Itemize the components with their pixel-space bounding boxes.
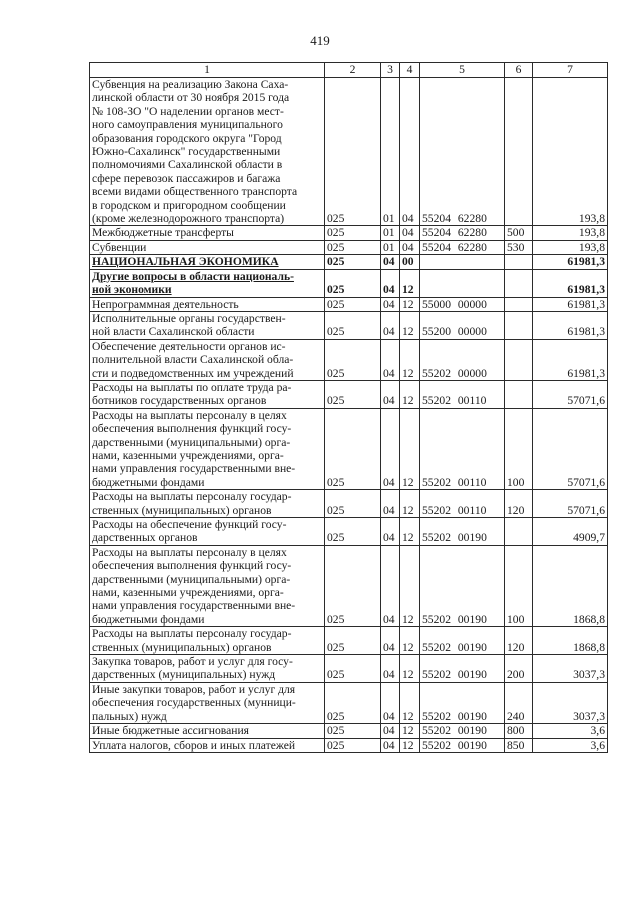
subsection-cell: 12 — [400, 297, 420, 311]
expense-type-cell — [505, 380, 533, 408]
expense-type-cell: 530 — [505, 240, 533, 254]
name-cell: НАЦИОНАЛЬНАЯ ЭКОНОМИКА — [90, 255, 325, 269]
expense-type-cell — [505, 311, 533, 339]
section-cell: 04 — [381, 545, 400, 626]
header-cell: 6 — [505, 63, 533, 78]
subsection-cell: 12 — [400, 518, 420, 546]
target-article-cell: 55202 00190 — [420, 655, 505, 683]
expense-type-cell — [505, 269, 533, 297]
code-cell: 025 — [325, 724, 381, 738]
name-cell: Расходы на выплаты персоналу в целях обеспечения выполнения функций госу- дарственными (муниципальными) орга- нами, казенными учреждениями, орга- нами управления государственными вне- бюджетными фондами — [90, 408, 325, 489]
amount-cell: 193,8 — [533, 78, 608, 226]
target-article-cell — [420, 269, 505, 297]
subsection-cell: 12 — [400, 724, 420, 738]
section-cell: 01 — [381, 240, 400, 254]
section-cell: 04 — [381, 339, 400, 380]
header-cell: 4 — [400, 63, 420, 78]
code-cell: 025 — [325, 78, 381, 226]
name-cell: Иные закупки товаров, работ и услуг для обеспечения государственных (мунници- пальных) нужд — [90, 682, 325, 723]
table-row — [90, 682, 608, 723]
expense-type-cell — [505, 518, 533, 546]
expense-type-cell — [505, 297, 533, 311]
code-cell: 025 — [325, 738, 381, 752]
section-cell: 01 — [381, 78, 400, 226]
code-cell: 025 — [325, 627, 381, 655]
subsection-cell: 12 — [400, 627, 420, 655]
header-row — [90, 63, 608, 78]
amount-cell: 61981,3 — [533, 311, 608, 339]
code-cell: 025 — [325, 297, 381, 311]
target-article-cell: 55202 00190 — [420, 518, 505, 546]
section-cell: 04 — [381, 408, 400, 489]
name-cell: Уплата налогов, сборов и иных платежей — [90, 738, 325, 752]
subsection-cell: 12 — [400, 269, 420, 297]
section-cell: 04 — [381, 490, 400, 518]
subsection-cell: 04 — [400, 226, 420, 240]
section-cell: 04 — [381, 311, 400, 339]
section-cell: 04 — [381, 380, 400, 408]
code-cell: 025 — [325, 655, 381, 683]
amount-cell: 3037,3 — [533, 655, 608, 683]
amount-cell: 61981,3 — [533, 297, 608, 311]
table-row — [90, 339, 608, 380]
table-row — [90, 490, 608, 518]
expense-type-cell — [505, 255, 533, 269]
amount-cell: 1868,8 — [533, 545, 608, 626]
table-row — [90, 297, 608, 311]
expense-type-cell — [505, 339, 533, 380]
name-cell: Непрограммная деятельность — [90, 297, 325, 311]
code-cell: 025 — [325, 339, 381, 380]
section-cell: 04 — [381, 255, 400, 269]
subsection-cell: 12 — [400, 380, 420, 408]
subsection-cell: 04 — [400, 240, 420, 254]
subsection-cell: 12 — [400, 311, 420, 339]
target-article-cell: 55202 00110 — [420, 408, 505, 489]
table-row — [90, 269, 608, 297]
expense-type-cell: 240 — [505, 682, 533, 723]
table-row — [90, 724, 608, 738]
section-cell: 01 — [381, 226, 400, 240]
amount-cell: 3,6 — [533, 738, 608, 752]
table-row — [90, 311, 608, 339]
table-row — [90, 545, 608, 626]
amount-cell: 57071,6 — [533, 408, 608, 489]
target-article-cell: 55202 00110 — [420, 380, 505, 408]
table-row — [90, 627, 608, 655]
target-article-cell: 55202 00190 — [420, 682, 505, 723]
name-cell: Закупка товаров, работ и услуг для госу- дарственных (муниципальных) нужд — [90, 655, 325, 683]
expense-type-cell: 200 — [505, 655, 533, 683]
header-cell: 2 — [325, 63, 381, 78]
expense-type-cell: 800 — [505, 724, 533, 738]
table-row — [90, 226, 608, 240]
table-row — [90, 240, 608, 254]
amount-cell: 3,6 — [533, 724, 608, 738]
code-cell: 025 — [325, 269, 381, 297]
section-cell: 04 — [381, 518, 400, 546]
amount-cell: 61981,3 — [533, 339, 608, 380]
table-row — [90, 518, 608, 546]
subsection-cell: 00 — [400, 255, 420, 269]
header-cell: 7 — [533, 63, 608, 78]
subsection-cell: 12 — [400, 738, 420, 752]
target-article-cell: 55202 00190 — [420, 738, 505, 752]
name-cell: Субвенция на реализацию Закона Саха- линской области от 30 ноября 2015 года № 108-ЗО "О наделении органов мест- ного самоуправления муниципального образования городского округа "Город Южно-Сахалинск" государственными полномочиями Сахалинской области в сфере перевозок пассажиров и багажа всеми видами общественного транспорта в городском и пригородном сообщении (кроме железнодорожного транспорта) — [90, 78, 325, 226]
name-cell: Обеспечение деятельности органов ис- полнительной власти Сахалинской обла- сти и подведомственных им учреждений — [90, 339, 325, 380]
subsection-cell: 12 — [400, 545, 420, 626]
section-cell: 04 — [381, 627, 400, 655]
name-cell: Исполнительные органы государствен- ной власти Сахалинской области — [90, 311, 325, 339]
name-cell: Межбюджетные трансферты — [90, 226, 325, 240]
expense-type-cell: 500 — [505, 226, 533, 240]
subsection-cell: 12 — [400, 490, 420, 518]
subsection-cell: 12 — [400, 682, 420, 723]
code-cell: 025 — [325, 682, 381, 723]
code-cell: 025 — [325, 490, 381, 518]
name-cell: Расходы на выплаты персоналу в целях обеспечения выполнения функций госу- дарственными (муниципальными) орга- нами, казенными учреждениями, орга- нами управления государственными вне- бюджетными фондами — [90, 545, 325, 626]
table-row — [90, 380, 608, 408]
amount-cell: 57071,6 — [533, 380, 608, 408]
target-article-cell: 55202 00190 — [420, 545, 505, 626]
target-article-cell: 55204 62280 — [420, 78, 505, 226]
section-cell: 04 — [381, 738, 400, 752]
header-cell: 5 — [420, 63, 505, 78]
subsection-cell: 12 — [400, 655, 420, 683]
table-row — [90, 255, 608, 269]
target-article-cell — [420, 255, 505, 269]
amount-cell: 193,8 — [533, 226, 608, 240]
amount-cell: 1868,8 — [533, 627, 608, 655]
name-cell: Расходы на обеспечение функций госу- дарственных органов — [90, 518, 325, 546]
amount-cell: 61981,3 — [533, 255, 608, 269]
target-article-cell: 55202 00190 — [420, 724, 505, 738]
target-article-cell: 55202 00190 — [420, 627, 505, 655]
expense-type-cell: 850 — [505, 738, 533, 752]
header-cell: 3 — [381, 63, 400, 78]
page-number: 419 — [310, 33, 330, 48]
target-article-cell: 55000 00000 — [420, 297, 505, 311]
target-article-cell: 55200 00000 — [420, 311, 505, 339]
target-article-cell: 55204 62280 — [420, 240, 505, 254]
name-cell: Расходы на выплаты персоналу государ- ственных (муниципальных) органов — [90, 627, 325, 655]
amount-cell: 193,8 — [533, 240, 608, 254]
subsection-cell: 12 — [400, 408, 420, 489]
table-row — [90, 78, 608, 226]
section-cell: 04 — [381, 269, 400, 297]
code-cell: 025 — [325, 380, 381, 408]
expense-type-cell: 120 — [505, 490, 533, 518]
code-cell: 025 — [325, 226, 381, 240]
target-article-cell: 55202 00110 — [420, 490, 505, 518]
code-cell: 025 — [325, 545, 381, 626]
name-cell: Расходы на выплаты персоналу государ- ственных (муниципальных) органов — [90, 490, 325, 518]
expense-type-cell: 100 — [505, 408, 533, 489]
expense-type-cell: 100 — [505, 545, 533, 626]
section-cell: 04 — [381, 655, 400, 683]
expense-type-cell — [505, 78, 533, 226]
name-cell: Субвенции — [90, 240, 325, 254]
table-row — [90, 655, 608, 683]
name-cell: Другие вопросы в области националь- ной экономики — [90, 269, 325, 297]
section-cell: 04 — [381, 724, 400, 738]
code-cell: 025 — [325, 408, 381, 489]
name-cell: Расходы на выплаты по оплате труда ра- ботников государственных органов — [90, 380, 325, 408]
header-cell: 1 — [90, 63, 325, 78]
amount-cell: 3037,3 — [533, 682, 608, 723]
amount-cell: 61981,3 — [533, 269, 608, 297]
code-cell: 025 — [325, 518, 381, 546]
target-article-cell: 55204 62280 — [420, 226, 505, 240]
table-row — [90, 738, 608, 752]
name-cell: Иные бюджетные ассигнования — [90, 724, 325, 738]
amount-cell: 57071,6 — [533, 490, 608, 518]
subsection-cell: 04 — [400, 78, 420, 226]
amount-cell: 4909,7 — [533, 518, 608, 546]
section-cell: 04 — [381, 297, 400, 311]
code-cell: 025 — [325, 255, 381, 269]
subsection-cell: 12 — [400, 339, 420, 380]
expense-type-cell: 120 — [505, 627, 533, 655]
code-cell: 025 — [325, 240, 381, 254]
section-cell: 04 — [381, 682, 400, 723]
table-row — [90, 408, 608, 489]
code-cell: 025 — [325, 311, 381, 339]
budget-table — [89, 62, 608, 753]
target-article-cell: 55202 00000 — [420, 339, 505, 380]
